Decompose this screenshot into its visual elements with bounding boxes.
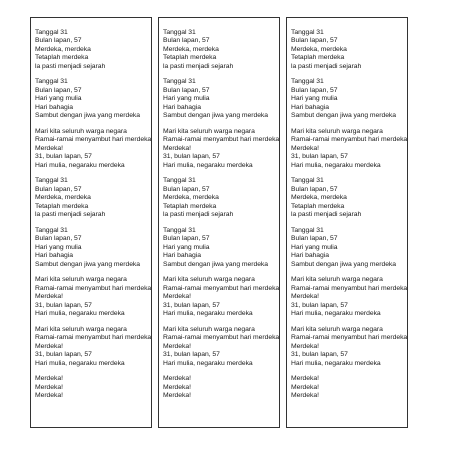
lyric-line: Sambut dengan jiwa yang merdeka [35,112,141,120]
lyric-line: Mari kita seluruh warga negara [291,127,383,135]
lyric-line: Merdeka! [35,293,63,301]
lyric-line: Tanggal 31 [291,29,324,36]
lyric-line: Tetaplah merdeka [291,202,345,210]
lyric-line: Merdeka! [291,375,319,383]
lyric-line: Hari yang mulia [35,243,82,251]
lyric-line: Ramai-ramai menyambut hari merdeka [35,334,152,342]
stanza [291,227,407,269]
lyric-line: Hari mulia, negaraku merdeka [163,359,253,367]
lyric-line: Hari bahagia [35,252,73,260]
lyric-line: Tanggal 31 [35,226,68,234]
lyric-line: Bulan lapan, 57 [35,86,82,94]
lyric-line: Hari mulia, negaraku merdeka [35,359,125,367]
lyric-line: Mari kita seluruh warga negara [163,127,255,135]
lyric-line: Hari bahagia [163,252,201,260]
lyric-line: Merdeka! [35,144,63,152]
lyric-line: Merdeka, merdeka [35,194,91,202]
lyric-line: Tetaplah merdeka [35,202,89,210]
lyric-line: Ramai-ramai menyambut hari merdeka [163,136,280,144]
lyric-line: 31, bulan lapan, 57 [163,153,220,161]
lyric-line: la pasti menjadi sejarah [35,211,106,219]
lyric-line: la pasti menjadi sejarah [291,62,362,70]
stanza [163,29,279,71]
lyric-line: la pasti menjadi sejarah [163,62,234,70]
lyric-line: Merdeka! [291,293,319,301]
lyric-line: Ramai-ramai menyambut hari merdeka [35,284,152,292]
lyric-line: Hari mulia, negaraku merdeka [291,161,381,169]
lyric-line: Hari yang mulia [35,95,82,103]
stanza [291,78,407,120]
stanza [291,29,407,71]
lyric-line: Ramai-ramai menyambut hari merdeka [35,136,152,144]
lyric-line: Ramai-ramai menyambut hari merdeka [163,334,280,342]
stanza [291,326,407,368]
lyric-line: Merdeka! [163,144,191,152]
lyric-line: Hari mulia, negaraku merdeka [291,359,381,367]
lyric-line: Bulan lapan, 57 [163,37,210,45]
lyric-line: Merdeka! [163,392,191,400]
lyric-line: Hari mulia, negaraku merdeka [35,161,125,169]
lyric-line: Tetaplah merdeka [291,54,345,62]
lyric-line: la pasti menjadi sejarah [35,62,106,70]
stanza [35,78,151,120]
lyric-line: Hari yang mulia [291,243,338,251]
lyric-line: Hari bahagia [291,252,329,260]
lyric-line: Bulan lapan, 57 [291,185,338,193]
lyric-line: Merdeka! [163,342,191,350]
lyric-line: 31, bulan lapan, 57 [291,153,348,161]
lyric-line: Merdeka, merdeka [291,194,347,202]
stanza [163,276,279,318]
lyric-line: Merdeka! [35,342,63,350]
stanza [291,128,407,170]
stanza [291,375,407,400]
lyric-line: Merdeka! [291,383,319,391]
lyric-line: 31, bulan lapan, 57 [163,351,220,359]
lyric-line: 31, bulan lapan, 57 [163,301,220,309]
lyric-line: Tanggal 31 [163,177,196,185]
lyric-line: Hari bahagia [291,103,329,111]
lyric-line: Tetaplah merdeka [163,54,217,62]
lyric-line: Tanggal 31 [35,177,68,185]
lyric-line: Mari kita seluruh warga negara [35,325,127,333]
lyric-line: Mari kita seluruh warga negara [35,276,127,284]
lyrics-card-1 [30,17,152,428]
lyric-line: Bulan lapan, 57 [291,37,338,45]
lyric-line: Mari kita seluruh warga negara [163,325,255,333]
stanza [163,78,279,120]
lyric-line: Tanggal 31 [291,177,324,185]
stanza [163,128,279,170]
lyric-line: Tanggal 31 [35,78,68,86]
lyric-line: Merdeka! [35,392,63,400]
lyric-line: Bulan lapan, 57 [35,185,82,193]
stanza [35,326,151,368]
lyric-line: Merdeka, merdeka [163,194,219,202]
lyric-line: Sambut dengan jiwa yang merdeka [163,260,269,268]
stanza [163,326,279,368]
lyric-line: 31, bulan lapan, 57 [35,153,92,161]
lyric-line: Hari bahagia [163,103,201,111]
lyric-line: Merdeka, merdeka [163,45,219,53]
lyric-line: 31, bulan lapan, 57 [291,351,348,359]
lyric-line: Tanggal 31 [163,78,196,86]
lyric-line: Merdeka! [163,293,191,301]
stanza [35,29,151,71]
lyric-line: Sambut dengan jiwa yang merdeka [35,260,141,268]
lyric-line: la pasti menjadi sejarah [163,211,234,219]
lyric-line: Hari mulia, negaraku merdeka [35,310,125,318]
lyric-line: Bulan lapan, 57 [163,86,210,94]
lyric-line: Merdeka, merdeka [35,45,91,53]
lyric-line: Ramai-ramai menyambut hari merdeka [291,284,408,292]
lyric-line: Tanggal 31 [35,29,68,36]
stanza [35,128,151,170]
lyrics-card-3 [286,17,408,428]
lyric-line: Mari kita seluruh warga negara [35,127,127,135]
lyric-line: Hari yang mulia [291,95,338,103]
stanza [35,227,151,269]
stanza [291,276,407,318]
lyric-line: Merdeka! [163,375,191,383]
lyric-line: Sambut dengan jiwa yang merdeka [163,112,269,120]
lyric-line: la pasti menjadi sejarah [291,211,362,219]
lyric-line: Hari mulia, negaraku merdeka [163,161,253,169]
stanza [163,375,279,400]
lyric-line: Ramai-ramai menyambut hari merdeka [163,284,280,292]
lyric-line: Merdeka! [291,392,319,400]
stanza [163,177,279,219]
stanza [35,177,151,219]
lyric-line: Ramai-ramai menyambut hari merdeka [291,334,408,342]
lyric-line: Merdeka, merdeka [291,45,347,53]
lyric-line: Mari kita seluruh warga negara [291,325,383,333]
lyric-line: Sambut dengan jiwa yang merdeka [291,260,397,268]
stanza [35,375,151,400]
lyric-line: Hari yang mulia [163,95,210,103]
lyric-line: Merdeka! [35,375,63,383]
lyric-line: Bulan lapan, 57 [291,86,338,94]
lyric-line: Sambut dengan jiwa yang merdeka [291,112,397,120]
lyrics-card-2 [158,17,280,428]
lyric-line: Tanggal 31 [291,78,324,86]
lyric-line: Merdeka! [163,383,191,391]
lyric-line: Tetaplah merdeka [35,54,89,62]
lyric-line: Tanggal 31 [163,29,196,36]
lyric-line: Hari mulia, negaraku merdeka [163,310,253,318]
lyric-line: Tetaplah merdeka [163,202,217,210]
stanza [35,276,151,318]
lyric-line: Merdeka! [35,383,63,391]
lyric-line: Merdeka! [291,144,319,152]
lyric-line: Mari kita seluruh warga negara [291,276,383,284]
lyric-line: Merdeka! [291,342,319,350]
lyric-line: Ramai-ramai menyambut hari merdeka [291,136,408,144]
lyric-line: Bulan lapan, 57 [35,37,82,45]
lyric-line: Hari mulia, negaraku merdeka [291,310,381,318]
lyric-line: Tanggal 31 [163,226,196,234]
lyric-line: Bulan lapan, 57 [35,235,82,243]
stanza [291,177,407,219]
lyric-line: Hari bahagia [35,103,73,111]
stanza [163,227,279,269]
lyric-line: Bulan lapan, 57 [163,185,210,193]
lyric-line: Bulan lapan, 57 [163,235,210,243]
lyric-line: 31, bulan lapan, 57 [35,351,92,359]
lyric-line: 31, bulan lapan, 57 [35,301,92,309]
lyric-line: Bulan lapan, 57 [291,235,338,243]
lyric-line: 31, bulan lapan, 57 [291,301,348,309]
lyric-line: Mari kita seluruh warga negara [163,276,255,284]
lyric-line: Tanggal 31 [291,226,324,234]
lyric-line: Hari yang mulia [163,243,210,251]
